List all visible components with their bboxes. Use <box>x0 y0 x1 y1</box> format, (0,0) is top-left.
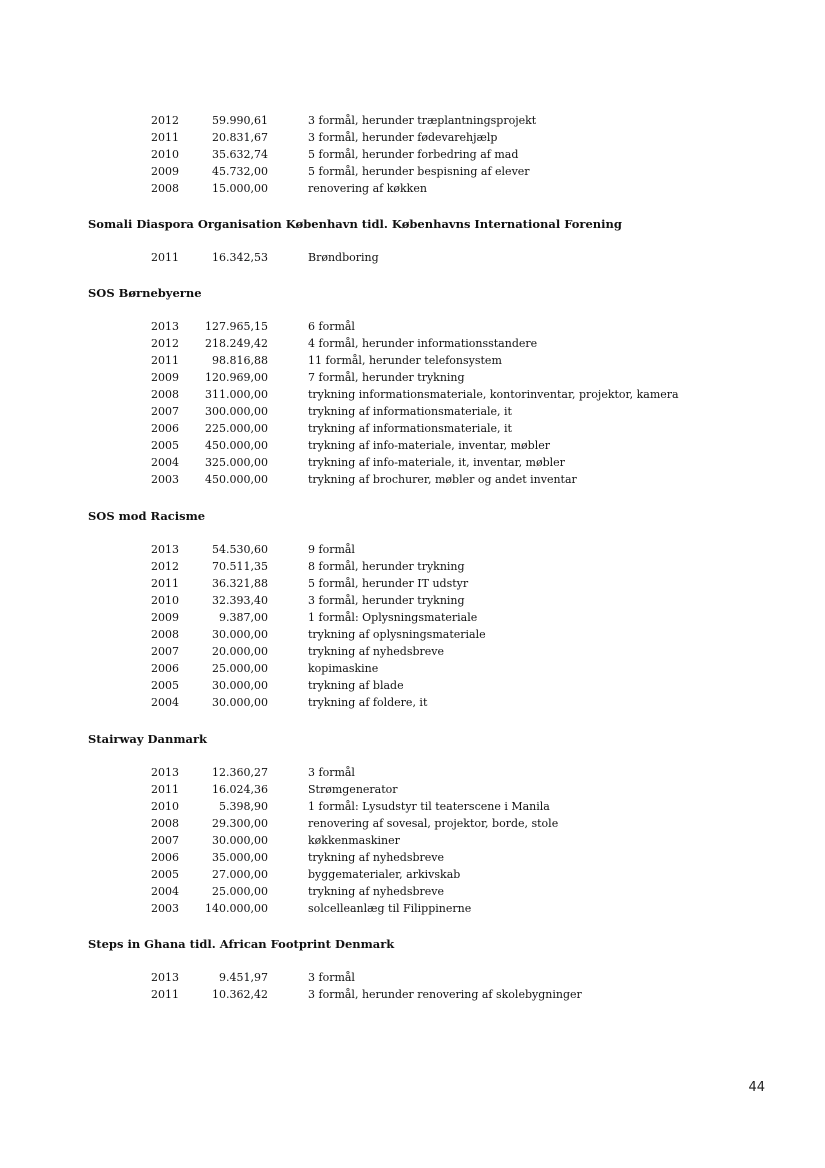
table-row <box>0 834 825 851</box>
table-row <box>0 405 825 422</box>
year-cell: 2005 <box>151 439 179 452</box>
table-row <box>0 165 825 182</box>
year-cell: 2013 <box>151 543 179 556</box>
description-cell: 8 formål, herunder trykning <box>308 560 465 573</box>
description-cell: køkkenmaskiner <box>308 834 400 847</box>
amount-cell: 29.300,00 <box>212 817 268 830</box>
table-row <box>0 696 825 713</box>
table-row <box>0 131 825 148</box>
description-cell: trykning af nyhedsbreve <box>308 851 445 864</box>
description-cell: kopimaskine <box>308 662 379 675</box>
table-row <box>0 337 825 354</box>
year-cell: 2006 <box>151 422 179 435</box>
description-cell: renovering af sovesal, projektor, borde, stole <box>308 817 559 830</box>
year-cell: 2006 <box>151 851 179 864</box>
year-cell: 2013 <box>151 766 179 779</box>
table-row <box>0 817 825 834</box>
amount-cell: 30.000,00 <box>212 679 268 692</box>
year-cell: 2008 <box>151 388 179 401</box>
amount-cell: 45.732,00 <box>212 165 268 178</box>
organization-heading: SOS Børnebyerne <box>88 286 202 300</box>
year-cell: 2012 <box>151 337 179 350</box>
table-row <box>0 354 825 371</box>
amount-cell: 30.000,00 <box>212 696 268 709</box>
table-row <box>0 560 825 577</box>
year-cell: 2007 <box>151 405 179 418</box>
year-cell: 2009 <box>151 165 179 178</box>
description-cell: 5 formål, herunder bespisning af elever <box>308 165 530 178</box>
year-cell: 2004 <box>151 456 179 469</box>
year-cell: 2008 <box>151 182 179 195</box>
table-row <box>0 594 825 611</box>
table-row <box>0 766 825 783</box>
year-cell: 2006 <box>151 662 179 675</box>
amount-cell: 5.398,90 <box>219 800 268 813</box>
description-cell: trykning af foldere, it <box>308 696 428 709</box>
amount-cell: 25.000,00 <box>212 662 268 675</box>
amount-cell: 127.965,15 <box>205 320 268 333</box>
amount-cell: 98.816,88 <box>212 354 268 367</box>
year-cell: 2011 <box>151 577 179 590</box>
table-row <box>0 628 825 645</box>
amount-cell: 10.362,42 <box>212 988 268 1001</box>
year-cell: 2011 <box>151 783 179 796</box>
amount-cell: 30.000,00 <box>212 628 268 641</box>
organization-heading: Steps in Ghana tidl. African Footprint Denmark <box>88 937 395 951</box>
description-cell: solcelleanlæg til Filippinerne <box>308 902 472 915</box>
table-row <box>0 114 825 131</box>
description-cell: trykning af informationsmateriale, it <box>308 422 512 435</box>
amount-cell: 36.321,88 <box>212 577 268 590</box>
amount-cell: 9.387,00 <box>219 611 268 624</box>
amount-cell: 32.393,40 <box>212 594 268 607</box>
table-row <box>0 971 825 988</box>
amount-cell: 35.632,74 <box>212 148 268 161</box>
table-row <box>0 885 825 902</box>
year-cell: 2011 <box>151 251 179 264</box>
year-cell: 2005 <box>151 868 179 881</box>
description-cell: 3 formål, herunder renovering af skolebygninger <box>308 988 582 1001</box>
description-cell: 3 formål, herunder træplantningsprojekt <box>308 114 537 127</box>
table-row <box>0 182 825 199</box>
description-cell: 11 formål, herunder telefonsystem <box>308 354 502 367</box>
description-cell: 4 formål, herunder informationsstandere <box>308 337 538 350</box>
description-cell: renovering af køkken <box>308 182 427 195</box>
year-cell: 2008 <box>151 817 179 830</box>
description-cell: trykning af blade <box>308 679 404 692</box>
year-cell: 2011 <box>151 354 179 367</box>
year-cell: 2007 <box>151 645 179 658</box>
amount-cell: 300.000,00 <box>205 405 268 418</box>
table-row <box>0 800 825 817</box>
year-cell: 2011 <box>151 131 179 144</box>
amount-cell: 35.000,00 <box>212 851 268 864</box>
description-cell: trykning af oplysningsmateriale <box>308 628 486 641</box>
table-row <box>0 422 825 439</box>
amount-cell: 15.000,00 <box>212 182 268 195</box>
amount-cell: 311.000,00 <box>205 388 268 401</box>
table-row <box>0 851 825 868</box>
year-cell: 2010 <box>151 800 179 813</box>
description-cell: trykning af informationsmateriale, it <box>308 405 512 418</box>
description-cell: 5 formål, herunder IT udstyr <box>308 577 469 590</box>
amount-cell: 120.969,00 <box>205 371 268 384</box>
amount-cell: 20.000,00 <box>212 645 268 658</box>
year-cell: 2008 <box>151 628 179 641</box>
year-cell: 2007 <box>151 834 179 847</box>
table-row <box>0 251 825 268</box>
table-row <box>0 439 825 456</box>
description-cell: 3 formål, herunder trykning <box>308 594 465 607</box>
table-row <box>0 320 825 337</box>
table-row <box>0 473 825 490</box>
table-row <box>0 902 825 919</box>
description-cell: trykning af info-materiale, inventar, møbler <box>308 439 551 452</box>
description-cell: 5 formål, herunder forbedring af mad <box>308 148 519 161</box>
organization-heading: SOS mod Racisme <box>88 509 206 523</box>
description-cell: 7 formål, herunder trykning <box>308 371 465 384</box>
amount-cell: 325.000,00 <box>205 456 268 469</box>
description-cell: Strømgenerator <box>308 783 398 796</box>
amount-cell: 450.000,00 <box>205 439 268 452</box>
amount-cell: 218.249,42 <box>205 337 268 350</box>
amount-cell: 59.990,61 <box>212 114 268 127</box>
year-cell: 2013 <box>151 320 179 333</box>
table-row <box>0 611 825 628</box>
table-row <box>0 456 825 473</box>
amount-cell: 16.342,53 <box>212 251 268 264</box>
description-cell: 3 formål, herunder fødevarehjælp <box>308 131 498 144</box>
amount-cell: 450.000,00 <box>205 473 268 486</box>
description-cell: 9 formål <box>308 543 355 556</box>
amount-cell: 54.530,60 <box>212 543 268 556</box>
table-row <box>0 388 825 405</box>
table-row <box>0 371 825 388</box>
amount-cell: 16.024,36 <box>212 783 268 796</box>
organization-heading: Stairway Danmark <box>88 732 207 746</box>
year-cell: 2012 <box>151 114 179 127</box>
description-cell: trykning af nyhedsbreve <box>308 645 445 658</box>
table-row <box>0 679 825 696</box>
description-cell: trykning af nyhedsbreve <box>308 885 445 898</box>
organization-heading: Somali Diaspora Organisation København tidl. Københavns International Forening <box>88 217 622 231</box>
year-cell: 2013 <box>151 971 179 984</box>
amount-cell: 225.000,00 <box>205 422 268 435</box>
year-cell: 2010 <box>151 148 179 161</box>
description-cell: Brøndboring <box>308 251 379 264</box>
table-row <box>0 543 825 560</box>
description-cell: 3 formål <box>308 971 355 984</box>
amount-cell: 12.360,27 <box>212 766 268 779</box>
description-cell: 1 formål: Lysudstyr til teaterscene i Manila <box>308 800 550 813</box>
year-cell: 2003 <box>151 473 179 486</box>
amount-cell: 20.831,67 <box>212 131 268 144</box>
description-cell: 3 formål <box>308 766 355 779</box>
table-row <box>0 577 825 594</box>
table-row <box>0 783 825 800</box>
table-row <box>0 662 825 679</box>
amount-cell: 70.511,35 <box>212 560 268 573</box>
amount-cell: 25.000,00 <box>212 885 268 898</box>
table-row <box>0 148 825 165</box>
description-cell: trykning informationsmateriale, kontorinventar, projektor, kamera <box>308 388 679 401</box>
year-cell: 2012 <box>151 560 179 573</box>
year-cell: 2009 <box>151 371 179 384</box>
description-cell: 1 formål: Oplysningsmateriale <box>308 611 478 624</box>
amount-cell: 140.000,00 <box>205 902 268 915</box>
description-cell: byggematerialer, arkivskab <box>308 868 461 881</box>
description-cell: trykning af brochurer, møbler og andet inventar <box>308 473 577 486</box>
year-cell: 2004 <box>151 696 179 709</box>
year-cell: 2004 <box>151 885 179 898</box>
description-cell: trykning af info-materiale, it, inventar, møbler <box>308 456 565 469</box>
year-cell: 2011 <box>151 988 179 1001</box>
description-cell: 6 formål <box>308 320 355 333</box>
table-row <box>0 988 825 1005</box>
table-row <box>0 645 825 662</box>
amount-cell: 9.451,97 <box>219 971 268 984</box>
amount-cell: 27.000,00 <box>212 868 268 881</box>
page-number: 44 <box>748 1080 765 1095</box>
year-cell: 2003 <box>151 902 179 915</box>
amount-cell: 30.000,00 <box>212 834 268 847</box>
year-cell: 2009 <box>151 611 179 624</box>
year-cell: 2010 <box>151 594 179 607</box>
table-row <box>0 868 825 885</box>
year-cell: 2005 <box>151 679 179 692</box>
